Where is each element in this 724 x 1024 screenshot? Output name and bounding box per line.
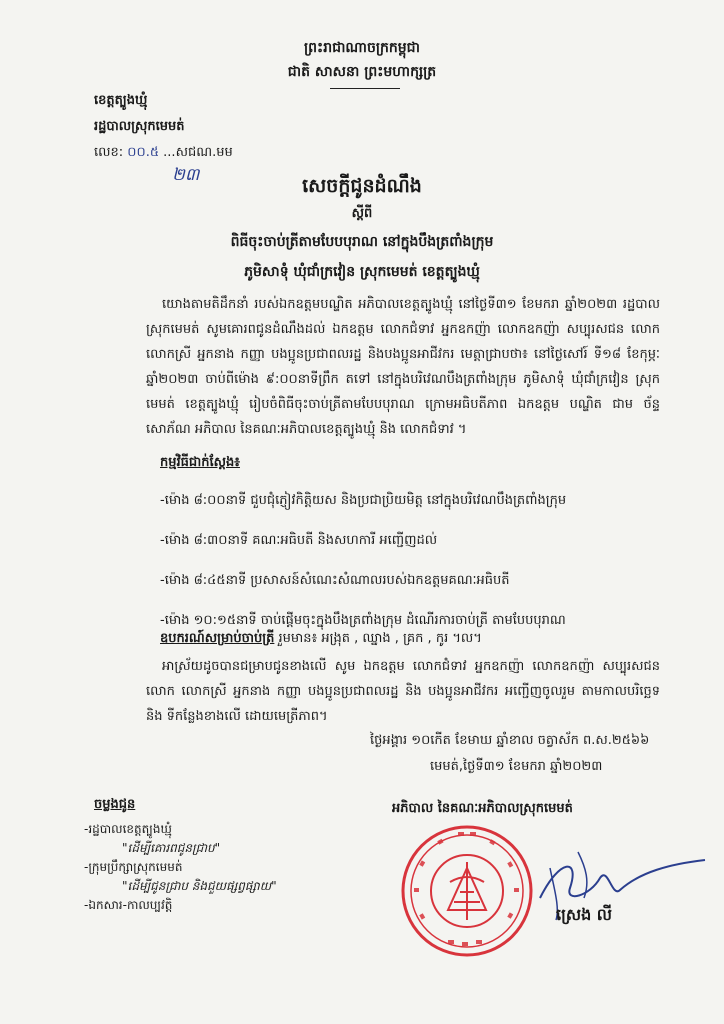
document-title: សេចក្តីជូនដំណឹង: [302, 175, 422, 197]
title-about: ស្តីពី: [351, 206, 373, 221]
reference-number: [94, 144, 233, 163]
kingdom-title: ព្រះរាជាណាចក្រកម្ពុជា: [303, 40, 420, 56]
program-item-3: -ម៉ោង ៨:៤៥នាទី ប្រសាសន៍សំណេះសំណាលរបស់ឯកឧត្តមគណៈអធិបតី: [160, 573, 510, 588]
signatory-name: ស្រេង លី: [556, 905, 613, 924]
national-motto: ជាតិ សាសនា ព្រះមហាក្សត្រ: [287, 64, 437, 80]
program-item-4: -ម៉ោង ១០:១៥នាទី ចាប់ផ្តើមចុះក្នុងបឹងត្រពាំងក្រុម ដំណើរការចាប់ត្រី តាមបែបបុរាណ: [160, 613, 566, 628]
header-divider: [330, 88, 400, 89]
reference-suffix: ...សជណ.មម: [163, 145, 233, 160]
district-administration: រដ្ឋបាលស្រុកមេមត់: [94, 119, 185, 134]
equipment-heading: ឧបករណ៍សម្រាប់ចាប់ត្រី: [160, 631, 275, 646]
recipient-label: -រដ្ឋបាលខេត្តត្បូងឃ្មុំ: [84, 822, 172, 836]
program-item-1: -ម៉ោង ៨:០០នាទី ជួបជុំភ្ញៀវកិត្តិយស និងប្រជាប្រិយមិត្ត នៅក្នុងបរិវេណបឹងត្រពាំងក្រុម: [160, 493, 567, 508]
subject-line-1: ពិធីចុះចាប់ត្រីតាមបែបបុរាណ នៅក្នុងបឹងត្រពាំងក្រុម: [230, 234, 494, 250]
equipment-line: [160, 630, 482, 649]
official-seal-icon: [398, 822, 536, 960]
subject-line-2: ភូមិសាទុំ ឃុំជាំក្រវៀន ស្រុកមេមត់ ខេត្តត្បូងឃ្មុំ: [244, 264, 480, 280]
recipient-label: -ឯកសារ-កាលប្បវត្តិ: [84, 898, 173, 912]
signature-icon: [520, 838, 710, 928]
recipient-label: -ក្រុមប្រឹក្សាស្រុកមេមត់: [84, 860, 183, 874]
closing-paragraph: អាស្រ័យដូចបានជម្រាបជូនខាងលើ សូម ឯកឧត្តម លោកជំទាវ អ្នកឧកញ៉ា លោកឧកញ៉ា សប្បុរសជន លោក លោកស្រី អ្នកនាង កញ្ញា បងប្អូនប្រជាពលរដ្ឋ និង បងប្អូនអាជីវករ អញ្ជើញចូលរួម តាមកាលបរិច្ឆេទ និង ទីកន្លែងខាងលើ ដោយមេត្រីភាព។: [146, 659, 660, 724]
program-item-2: -ម៉ោង ៨:៣០នាទី គណៈអធិបតី និងសហការី អញ្ជើញដល់: [160, 533, 438, 548]
recipients-heading: ចម្លងជូន: [94, 797, 136, 812]
reference-label: លេខ:: [94, 145, 124, 160]
solar-date: មេមត់,ថ្ងៃទី៣១ ខែមករា ឆ្នាំ២០២៣: [430, 759, 603, 774]
signatory-title: អភិបាល នៃគណៈអភិបាលស្រុកមេមត់: [392, 801, 573, 816]
program-heading: កម្មវិធីជាក់ស្តែង៖: [160, 455, 240, 470]
province-name: ខេត្តត្បូងឃ្មុំ: [94, 93, 148, 108]
equipment-text: រួមមាន៖ អង្រុត , ឈ្នាង , គ្រក , កូរ ។ល។: [274, 631, 482, 646]
recipients-list: [84, 820, 277, 915]
reference-digits: ០០.៥: [127, 145, 160, 160]
body-intro: យោងតាមតិដឹកនាំ របស់ឯកឧត្តមបណ្ឌិត អភិបាលខេត្តត្បូងឃ្មុំ នៅថ្ងៃទី៣១ ខែមករា ឆ្នាំ២០២៣ រដ្ឋបាលស្រុកមេមត់ សូមគោរពជូនដំណឹងដល់ ឯកឧត្តម លោកជំទាវ អ្នកឧកញ៉ា លោកឧកញ៉ា សប្បុរសជន លោក លោកស្រី អ្នកនាង កញ្ញា បងប្អូនប្រជាពលរដ្ឋ និងបងប្អូនអាជីវករ មេត្តាជ្រាបថា៖ នៅថ្ងៃសៅរ៍ ទី១៨ ខែកុម្ភៈ ឆ្នាំ២០២៣ ចាប់ពីម៉ោង ៩:០០នាទីព្រឹក តទៅ នៅក្នុងបរិវេណបឹងត្រពាំងក្រុម ភូមិសាទុំ ឃុំជាំក្រវៀន ស្រុកមេមត់ ខេត្តត្បូងឃ្មុំ រៀបចំពិធីចុះចាប់ត្រីតាមបែបបុរាណ ក្រោមអធិបតីភាព ឯកឧត្តម បណ្ឌិត ជាម ច័ន្ទសោភ័ណ អភិបាល នៃគណៈអភិបាលខេត្តត្បូងឃ្មុំ និង លោកជំទាវ ។: [146, 297, 660, 437]
lunar-date: ថ្ងៃអង្គារ ១០កើត ខែមាឃ ឆ្នាំខាល ចត្វាស័ក ព.ស.២៥៦៦: [370, 733, 650, 748]
handwritten-number: ២៣: [172, 165, 200, 185]
recipient-note: "ដើម្បីជូនជ្រាប និងជួយផ្សព្វផ្សាយ": [122, 879, 277, 893]
recipient-note: "ដើម្បីគោរពជូនជ្រាប": [122, 841, 221, 855]
